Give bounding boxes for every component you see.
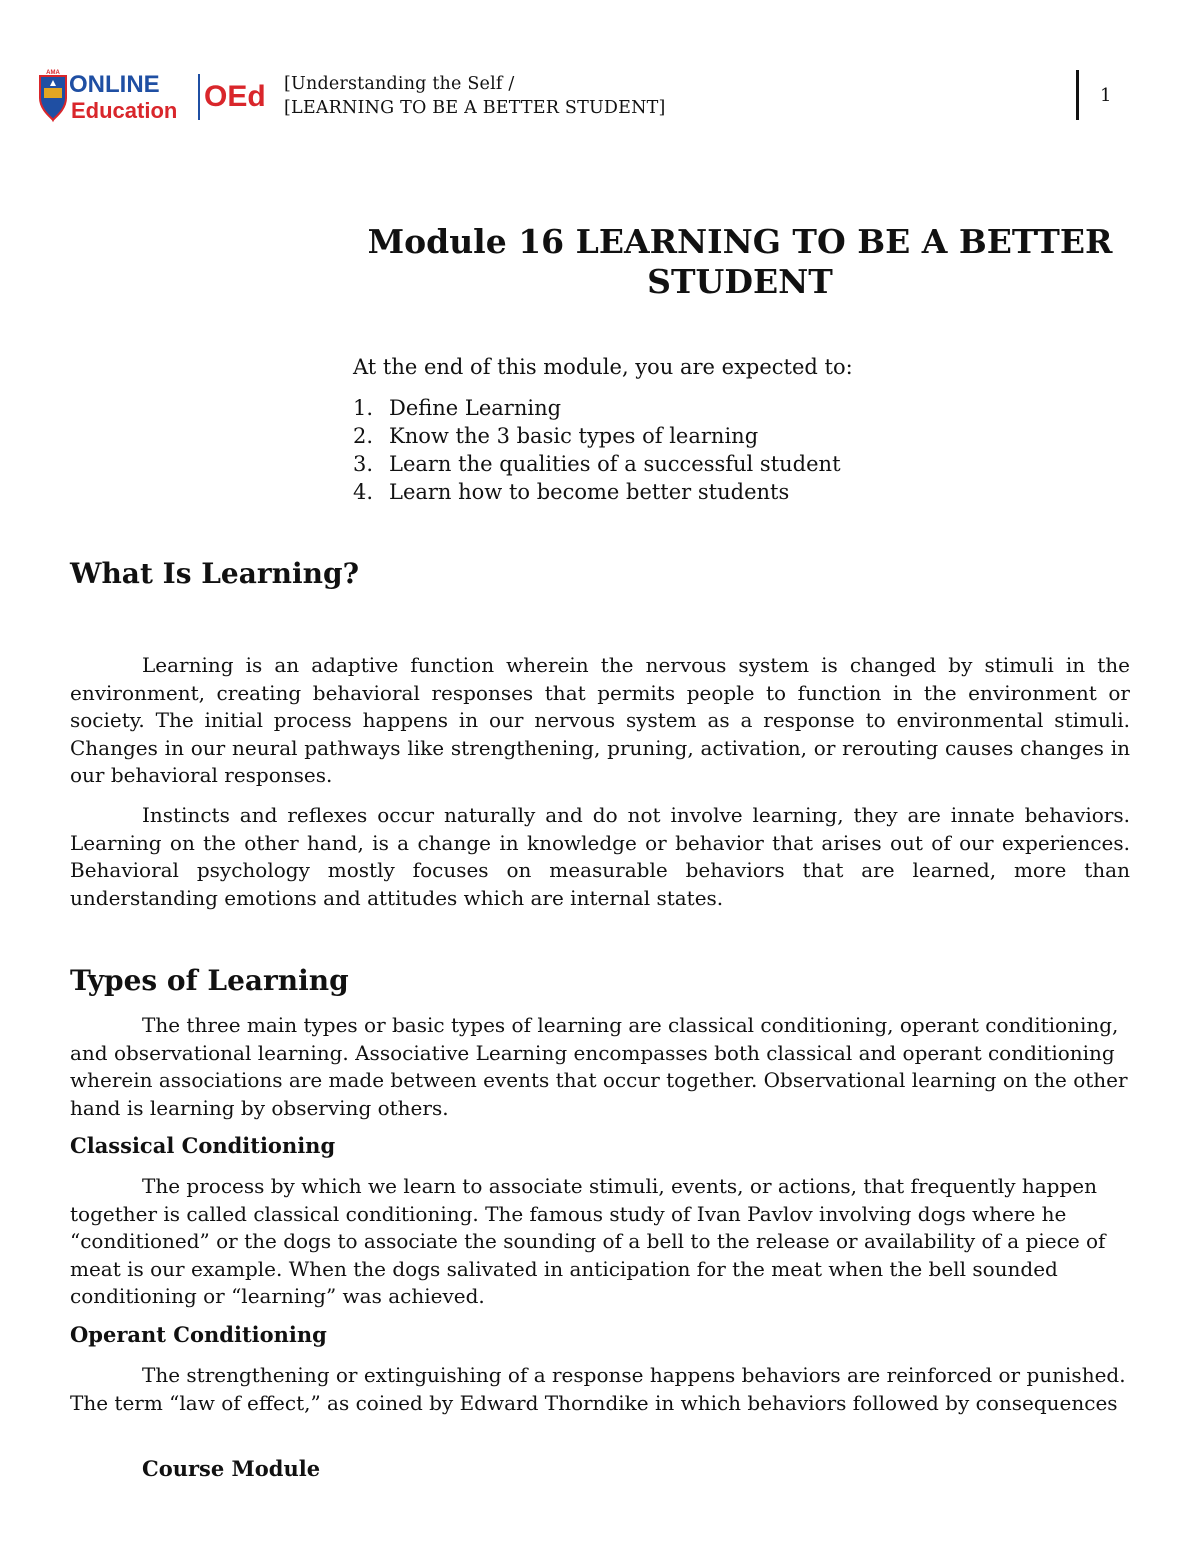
objective-item: 4. Learn how to become better students bbox=[353, 480, 790, 504]
paragraph-types-overview: The three main types or basic types of learning are classical conditioning, operant conditioning, and observational learning. Associative Learning encompasses both classical and operant conditioning wherein associations are made between events that occur together. Observational learning on the other hand is learning by observing others. bbox=[70, 1013, 1128, 1120]
running-header bbox=[284, 72, 666, 120]
paragraph-operant-conditioning: The strengthening or extinguishing of a response happens behaviors are reinforced or punished. The term “law of effect,” as coined by Edward Thorndike in which behaviors followed by consequences bbox=[70, 1363, 1126, 1415]
paragraph-classical-conditioning: The process by which we learn to associate stimuli, events, or actions, that frequently happen together is called classical conditioning. The famous study of Ivan Pavlov involving dogs where he “conditioned” or the dogs to associate the sounding of a bell to the release or availability of a piece of meat is our example. When the dogs salivated in anticipation for the meat when the bell sounded conditioning or “learning” was achieved. bbox=[70, 1174, 1106, 1308]
paragraph-learning-definition: Learning is an adaptive function wherein the nervous system is changed by stimuli in the environment, creating behavioral responses that permits people to function in the environment or society. The initial process happens in our nervous system as a response to environmental stimuli. Changes in our neural pathways like strengthening, pruning, activation, or rerouting causes changes in our behavioral responses. bbox=[70, 653, 1130, 787]
objectives-intro: At the end of this module, you are expected to: bbox=[353, 355, 853, 379]
online-education-logo bbox=[38, 68, 272, 126]
module-title-line1: Module 16 LEARNING TO BE A BETTER bbox=[367, 222, 1113, 261]
page-number: 1 bbox=[1100, 85, 1112, 106]
paragraph-instincts: Instincts and reflexes occur naturally and do not involve learning, they are innate behaviors. Learning on the other hand, is a change in knowledge or behavior that arises out of our experiences. Behavioral psychology mostly focuses on measurable behaviors that are learned, more than understanding emotions and attitudes which are internal states. bbox=[70, 803, 1130, 910]
module-title bbox=[340, 222, 1140, 302]
objective-item: 2. Know the 3 basic types of learning bbox=[353, 424, 759, 448]
objectives-list bbox=[353, 394, 841, 506]
header-module-line: [LEARNING TO BE A BETTER STUDENT] bbox=[284, 98, 666, 118]
header-course-line: [Understanding the Self / bbox=[284, 74, 515, 94]
logo-brand-short: OEd bbox=[204, 80, 266, 113]
logo-badge-text: AMA bbox=[46, 70, 60, 76]
logo-brand-bottom: Education bbox=[71, 98, 178, 123]
heading-what-is-learning: What Is Learning? bbox=[70, 557, 359, 590]
module-title-line2: STUDENT bbox=[647, 262, 833, 301]
heading-operant-conditioning: Operant Conditioning bbox=[70, 1322, 327, 1347]
header-divider bbox=[1076, 70, 1079, 120]
objective-item: 1. Define Learning bbox=[353, 396, 562, 420]
heading-types-of-learning: Types of Learning bbox=[70, 964, 349, 997]
heading-classical-conditioning: Classical Conditioning bbox=[70, 1133, 336, 1158]
objective-item: 3. Learn the qualities of a successful student bbox=[353, 452, 841, 476]
footer-course-module: Course Module bbox=[142, 1456, 321, 1481]
logo-brand-top: ONLINE bbox=[69, 71, 160, 98]
